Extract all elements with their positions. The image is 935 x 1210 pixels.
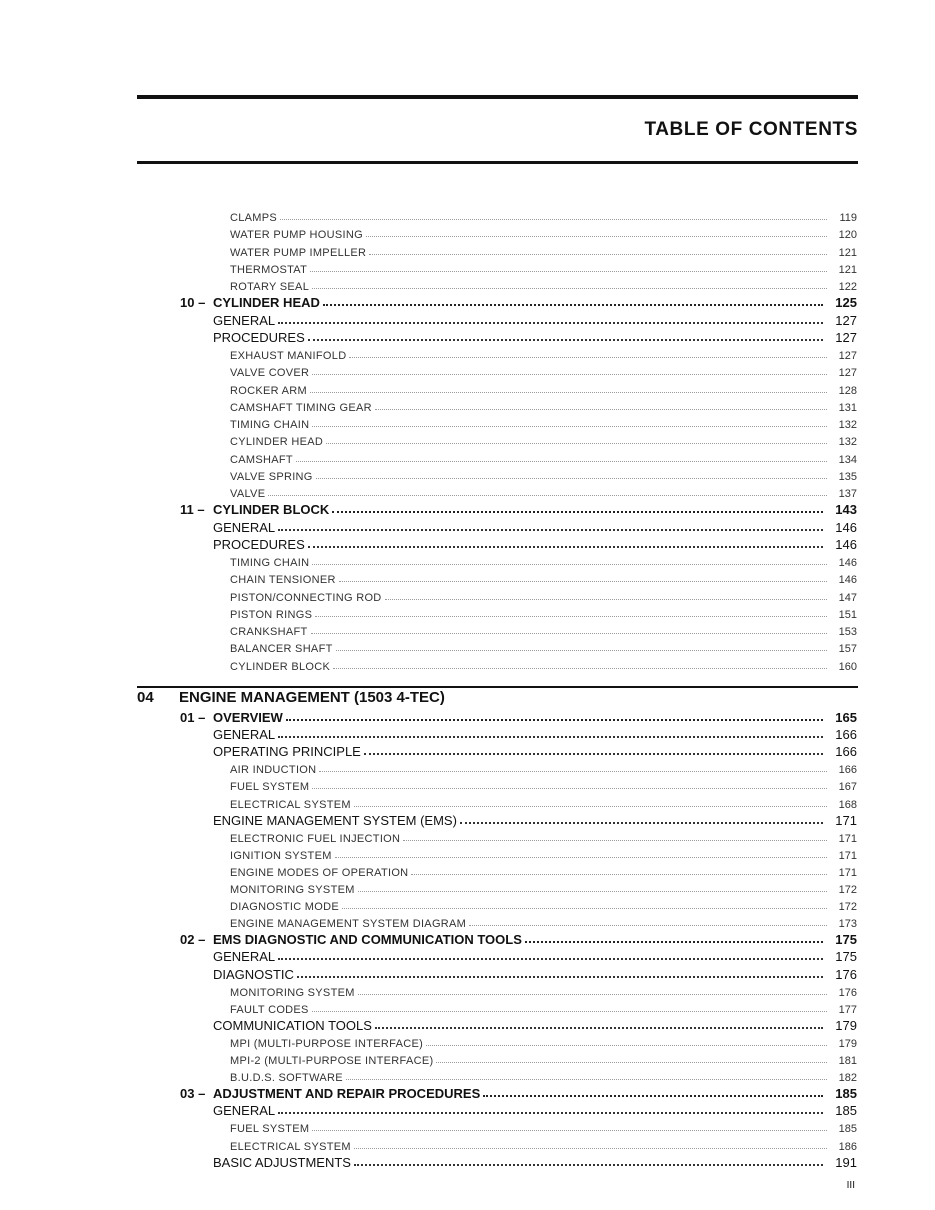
toc-entry-page: 191	[835, 1154, 857, 1170]
toc-entry[interactable]	[0, 345, 935, 362]
toc-dot-leader	[403, 839, 827, 841]
toc-entry-label: CAMSHAFT TIMING GEAR	[230, 401, 372, 414]
toc-dot-leader	[349, 356, 827, 358]
toc-entry-label: WATER PUMP IMPELLER	[230, 246, 367, 259]
toc-entry[interactable]	[0, 656, 935, 673]
toc-entry-page: 135	[838, 470, 857, 483]
toc-entry-page: 127	[838, 350, 857, 362]
toc-entry-page: 181	[838, 1055, 857, 1067]
toc-dot-leader	[323, 303, 823, 306]
toc-entry-label: PROCEDURES	[213, 536, 305, 552]
toc-entry[interactable]	[0, 896, 935, 913]
toc-entry-page: 167	[838, 781, 857, 794]
toc-entry-page: 185	[835, 1103, 857, 1119]
toc-entry-page: 172	[838, 901, 857, 914]
toc-dot-leader	[278, 321, 823, 324]
toc-dot-leader	[308, 338, 823, 341]
toc-dot-leader	[333, 667, 827, 669]
toc-entry[interactable]	[0, 1016, 935, 1033]
toc-entry-label: ELECTRICAL SYSTEM	[230, 1140, 351, 1153]
toc-entry-label: MONITORING SYSTEM	[230, 884, 355, 896]
toc-entry-page: 128	[838, 384, 857, 397]
toc-entry-label: DIAGNOSTIC	[213, 966, 294, 982]
toc-entry-page: 122	[838, 281, 857, 293]
toc-dot-leader	[354, 805, 827, 807]
toc-entry[interactable]	[0, 708, 935, 725]
toc-entry-label: CRANKSHAFT	[230, 626, 308, 638]
toc-entry-page: 132	[838, 436, 857, 449]
toc-entry[interactable]	[0, 259, 935, 276]
toc-entry-label: WATER PUMP HOUSING	[230, 229, 363, 242]
toc-dot-leader	[312, 373, 827, 375]
toc-dot-leader	[278, 735, 823, 738]
toc-entry[interactable]	[0, 845, 935, 862]
toc-entry[interactable]	[0, 552, 935, 569]
toc-entry-page: 173	[838, 918, 857, 931]
toc-entry[interactable]	[0, 638, 935, 655]
toc-entry-page: 179	[838, 1037, 857, 1050]
toc-dot-leader	[278, 528, 823, 531]
toc-entry-label: CAMSHAFT	[230, 453, 293, 466]
toc-entry[interactable]	[0, 397, 935, 414]
toc-dot-leader	[311, 632, 827, 634]
toc-entry-page: 172	[838, 884, 857, 896]
toc-entry[interactable]	[0, 1136, 935, 1153]
toc-entry[interactable]	[0, 1084, 935, 1101]
toc-dot-leader	[364, 752, 823, 755]
toc-entry-label: COMMUNICATION TOOLS	[213, 1017, 372, 1033]
toc-entry-page: 146	[835, 536, 857, 552]
toc-entry-page: 179	[835, 1017, 857, 1033]
toc-entry[interactable]	[0, 1153, 935, 1170]
toc-entry[interactable]	[0, 862, 935, 879]
toc-entry-label: CYLINDER BLOCK	[213, 502, 330, 518]
toc-entry-page: 182	[838, 1072, 857, 1085]
toc-entry[interactable]	[0, 947, 935, 964]
toc-entry[interactable]	[0, 414, 935, 431]
toc-entry[interactable]	[0, 431, 935, 448]
toc-entry[interactable]	[0, 879, 935, 896]
toc-entry-page: 119	[839, 212, 857, 224]
toc-entry-label: PISTON/CONNECTING ROD	[230, 591, 382, 604]
toc-entry-label: GENERAL	[213, 1103, 276, 1119]
toc-entry-label: VALVE COVER	[230, 367, 310, 380]
toc-entry-label: ELECTRONIC FUEL INJECTION	[230, 832, 401, 845]
toc-dot-leader	[385, 598, 827, 600]
toc-dot-leader	[316, 477, 827, 479]
toc-dot-leader	[358, 890, 827, 892]
toc-entry-page: 121	[838, 263, 857, 276]
toc-dot-leader	[315, 615, 827, 617]
toc-entry[interactable]	[0, 362, 935, 379]
toc-entry[interactable]	[0, 965, 935, 982]
toc-entry-label: AIR INDUCTION	[230, 764, 317, 777]
toc-dot-leader	[346, 1078, 827, 1080]
toc-entry-label: IGNITION SYSTEM	[230, 849, 332, 862]
toc-entry-label: CLAMPS	[230, 212, 278, 224]
toc-entry-page: 166	[838, 764, 857, 777]
toc-dot-leader	[354, 1147, 827, 1149]
toc-dot-leader	[312, 425, 827, 427]
toc-dot-leader	[326, 442, 827, 444]
top-rule	[137, 95, 858, 99]
toc-entry-page: 168	[838, 798, 857, 811]
toc-entry[interactable]	[0, 328, 935, 345]
toc-entry-label: ROCKER ARM	[230, 384, 307, 397]
toc-entry-label: BASIC ADJUSTMENTS	[213, 1154, 351, 1170]
toc-entry[interactable]	[0, 1067, 935, 1084]
toc-dot-leader	[411, 873, 827, 875]
toc-entry[interactable]	[0, 518, 935, 535]
toc-entry-page: 131	[838, 401, 857, 414]
toc-entry[interactable]	[0, 293, 935, 310]
toc-entry-page: 153	[838, 626, 857, 638]
toc-entry-label: ENGINE MODES OF OPERATION	[230, 866, 409, 879]
toc-dot-leader	[319, 770, 827, 772]
toc-dot-leader	[286, 718, 823, 721]
toc-entry[interactable]	[0, 224, 935, 241]
toc-entry-label: PISTON RINGS	[230, 608, 313, 621]
toc-entry[interactable]	[0, 569, 935, 586]
toc-entry-page: 166	[835, 727, 857, 743]
toc-entry[interactable]	[0, 1118, 935, 1135]
toc-entry-label: GENERAL	[213, 312, 276, 328]
toc-entry[interactable]	[0, 604, 935, 621]
toc-entry[interactable]	[0, 999, 935, 1016]
toc-entry-label: PROCEDURES	[213, 329, 305, 345]
toc-entry-label: DIAGNOSTIC MODE	[230, 901, 340, 914]
toc-entry-label: TIMING CHAIN	[230, 557, 310, 569]
toc-dot-leader	[358, 993, 827, 995]
toc-entry[interactable]	[0, 794, 935, 811]
toc-entry[interactable]	[0, 242, 935, 259]
toc-entry-page: 146	[835, 519, 857, 535]
toc-entry-label: FUEL SYSTEM	[230, 781, 310, 794]
toc-dot-leader	[312, 1010, 827, 1012]
chapter-heading	[137, 689, 445, 706]
toc-dot-leader	[332, 510, 823, 513]
toc-entry-page: 185	[835, 1086, 857, 1102]
chapter-title: ENGINE MANAGEMENT (1503 4-TEC)	[179, 689, 445, 706]
toc-entry-label: VALVE SPRING	[230, 470, 313, 483]
toc-dot-leader	[310, 391, 827, 393]
toc-dot-leader	[426, 1044, 827, 1046]
toc-entry[interactable]	[0, 311, 935, 328]
toc-dot-leader	[308, 545, 823, 548]
page-folio: III	[846, 1180, 855, 1191]
toc-entry-page: 171	[838, 849, 857, 862]
toc-entry-page: 134	[838, 453, 857, 466]
toc-entry-label: GENERAL	[213, 519, 276, 535]
title-underline	[137, 161, 858, 164]
toc-entry[interactable]	[0, 500, 935, 517]
toc-entry-page: 137	[838, 488, 857, 500]
toc-dot-leader	[366, 235, 827, 237]
toc-entry[interactable]	[0, 811, 935, 828]
toc-entry[interactable]	[0, 483, 935, 500]
toc-entry-page: 176	[835, 966, 857, 982]
toc-dot-leader	[312, 787, 827, 789]
toc-entry-label: BALANCER SHAFT	[230, 643, 333, 656]
toc-dot-leader	[280, 218, 827, 220]
toc-entry-label: MPI (MULTI-PURPOSE INTERFACE)	[230, 1037, 424, 1050]
toc-entry[interactable]	[0, 621, 935, 638]
toc-entry-page: 171	[835, 812, 857, 828]
toc-dot-leader	[297, 975, 823, 978]
toc-entry-label: TIMING CHAIN	[230, 419, 310, 431]
toc-dot-leader	[278, 957, 823, 960]
toc-entry-label: MONITORING SYSTEM	[230, 986, 355, 999]
toc-dot-leader	[369, 253, 827, 255]
toc-entry-label: ADJUSTMENT AND REPAIR PROCEDURES	[213, 1086, 481, 1102]
toc-entry-page: 165	[835, 710, 857, 725]
toc-entry-page: 175	[835, 949, 857, 965]
toc-entry-number: 11 –	[180, 502, 205, 518]
toc-entry[interactable]	[0, 930, 935, 947]
toc-entry-page: 185	[838, 1123, 857, 1136]
toc-entry-label: GENERAL	[213, 727, 276, 743]
toc-entry-label: ROTARY SEAL	[230, 281, 310, 293]
toc-entry[interactable]	[0, 466, 935, 483]
toc-entry-page: 125	[835, 295, 857, 311]
toc-entry-label: EMS DIAGNOSTIC AND COMMUNICATION TOOLS	[213, 932, 522, 948]
chapter-number: 04	[137, 689, 154, 706]
toc-dot-leader	[525, 940, 823, 943]
toc-entry-label: THERMOSTAT	[230, 263, 308, 276]
toc-dot-leader	[268, 494, 827, 496]
toc-entry[interactable]	[0, 982, 935, 999]
toc-entry-page: 176	[838, 986, 857, 999]
toc-entry-label: EXHAUST MANIFOLD	[230, 350, 347, 362]
toc-entry-page: 177	[838, 1003, 857, 1016]
toc-dot-leader	[335, 856, 827, 858]
toc-entry-page: 127	[835, 329, 857, 345]
toc-dot-leader	[436, 1061, 827, 1063]
toc-entry-label: ELECTRICAL SYSTEM	[230, 798, 351, 811]
toc-dot-leader	[310, 270, 827, 272]
toc-entry-number: 02 –	[180, 932, 206, 948]
toc-entry-page: 146	[838, 557, 857, 569]
toc-entry[interactable]	[0, 742, 935, 759]
toc-dot-leader	[375, 1026, 823, 1029]
toc-entry[interactable]	[0, 587, 935, 604]
toc-entry-number: 03 –	[180, 1086, 206, 1102]
toc-entry[interactable]	[0, 1033, 935, 1050]
toc-entry-label: CYLINDER HEAD	[230, 436, 324, 449]
toc-dot-leader	[336, 649, 827, 651]
toc-entry[interactable]	[0, 913, 935, 930]
toc-entry[interactable]	[0, 759, 935, 776]
toc-entry-label: OPERATING PRINCIPLE	[213, 744, 361, 760]
toc-entry-page: 120	[838, 229, 857, 242]
toc-entry-page: 151	[838, 608, 857, 621]
toc-entry-page: 127	[838, 367, 857, 380]
toc-entry-page: 127	[835, 312, 857, 328]
toc-entry-page: 146	[838, 574, 857, 587]
toc-entry-number: 10 –	[180, 295, 206, 311]
toc-entry-label: B.U.D.S. SOFTWARE	[230, 1072, 343, 1085]
toc-entry-page: 186	[838, 1140, 857, 1153]
toc-entry-page: 166	[835, 744, 857, 760]
toc-entry[interactable]	[0, 449, 935, 466]
chapter-rule	[137, 686, 858, 688]
toc-entry[interactable]	[0, 380, 935, 397]
toc-entry-page: 171	[838, 866, 857, 879]
page-title: TABLE OF CONTENTS	[644, 119, 858, 140]
toc-entry[interactable]	[0, 276, 935, 293]
toc-entry[interactable]	[0, 207, 935, 224]
toc-entry-page: 171	[838, 832, 857, 845]
toc-entry-label: FAULT CODES	[230, 1003, 309, 1016]
toc-entry-label: OVERVIEW	[213, 710, 283, 725]
toc-dot-leader	[375, 408, 827, 410]
toc-entry[interactable]	[0, 776, 935, 793]
toc-entry-page: 157	[838, 643, 857, 656]
toc-dot-leader	[312, 563, 827, 565]
toc-entry-page: 143	[835, 502, 857, 518]
toc-entry-page: 175	[835, 932, 857, 948]
toc-entry-label: ENGINE MANAGEMENT SYSTEM DIAGRAM	[230, 918, 467, 931]
toc-dot-leader	[469, 924, 827, 926]
toc-entry-label: CYLINDER HEAD	[213, 295, 320, 311]
toc-dot-leader	[312, 1129, 827, 1131]
toc-entry-label: MPI-2 (MULTI-PURPOSE INTERFACE)	[230, 1055, 434, 1067]
toc-entry-label: GENERAL	[213, 949, 276, 965]
toc-entry[interactable]	[0, 828, 935, 845]
toc-dot-leader	[483, 1094, 823, 1097]
toc-entry-page: 132	[838, 419, 857, 431]
toc-dot-leader	[278, 1111, 823, 1114]
toc-dot-leader	[339, 580, 827, 582]
toc-entry-label: CHAIN TENSIONER	[230, 574, 336, 587]
toc-entry-page: 121	[838, 246, 857, 259]
toc-dot-leader	[342, 907, 827, 909]
toc-entry[interactable]	[0, 535, 935, 552]
toc-entry-page: 160	[838, 660, 857, 673]
toc-entry-label: FUEL SYSTEM	[230, 1123, 310, 1136]
toc-entry[interactable]	[0, 725, 935, 742]
toc-dot-leader	[312, 287, 827, 289]
toc-dot-leader	[354, 1163, 823, 1166]
toc-entry-label: CYLINDER BLOCK	[230, 660, 331, 673]
toc-entry-number: 01 –	[180, 710, 206, 725]
toc-entry[interactable]	[0, 1050, 935, 1067]
toc-entry-page: 147	[838, 591, 857, 604]
toc-entry[interactable]	[0, 1101, 935, 1118]
toc-dot-leader	[460, 821, 823, 824]
toc-dot-leader	[296, 460, 827, 462]
toc-entry-label: ENGINE MANAGEMENT SYSTEM (EMS)	[213, 812, 457, 828]
toc-entry-label: VALVE	[230, 488, 266, 500]
